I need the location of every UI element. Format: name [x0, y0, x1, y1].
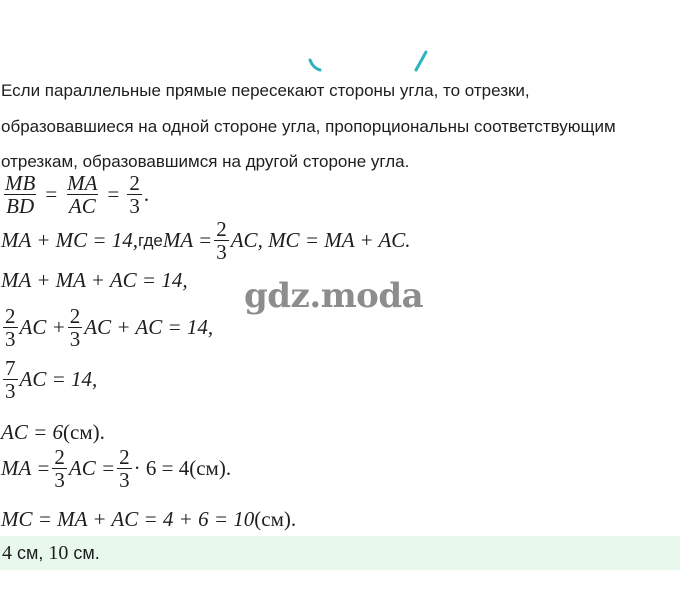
answer-text: 4 см, 10 см. [2, 542, 100, 564]
watermark: gdz.moda [244, 276, 424, 316]
equation-seven-thirds: $\frac{7}{3}$ AC = 14, [5, 356, 98, 403]
theory-line-2: образовавшиеся на одной стороне угла, пропорциональны соответствующим [1, 117, 616, 136]
equation-proportion: $\frac{MB}{BD}$ = $\frac{MA}{AC}$ = $\frac{2}{3}$ . [5, 172, 150, 218]
equation-substitution: MA + MA + AC = 14, [1, 268, 188, 292]
fraction-ma-ac: $\frac{MA}{AC}$ [67, 172, 98, 218]
equation-fractions-sum: $\frac{2}{3}$ AC + $\frac{2}{3}$ AC + AC = 14, [5, 304, 214, 351]
equation-ac-result: AC = 6 (см). [1, 420, 105, 444]
fraction-two-thirds: $\frac{2}{3}$ [129, 172, 140, 218]
answer-box [0, 536, 680, 570]
decorative-marks-icon [300, 46, 440, 76]
equation-mc-result: MC = MA + AC = 4 + 6 = 10 (см). [1, 507, 297, 531]
equation-sum-condition: MA + MC = 14, где MA = $\frac{2}{3}$ AC, MC = MA + AC. [1, 217, 411, 264]
fraction-two-thirds: $\frac{2}{3}$ [216, 217, 227, 264]
theory-line-3: отрезкам, образовавшимся на другой стороне угла. [1, 152, 410, 171]
equation-ma-result: MA = $\frac{2}{3}$ AC = $\frac{2}{3}$ · 6 = 4 (см). [1, 445, 232, 492]
fraction-mb-bd: $\frac{MB}{BD}$ [5, 172, 36, 218]
theory-line-1: Если параллельные прямые пересекают стороны угла, то отрезки, [1, 81, 530, 100]
